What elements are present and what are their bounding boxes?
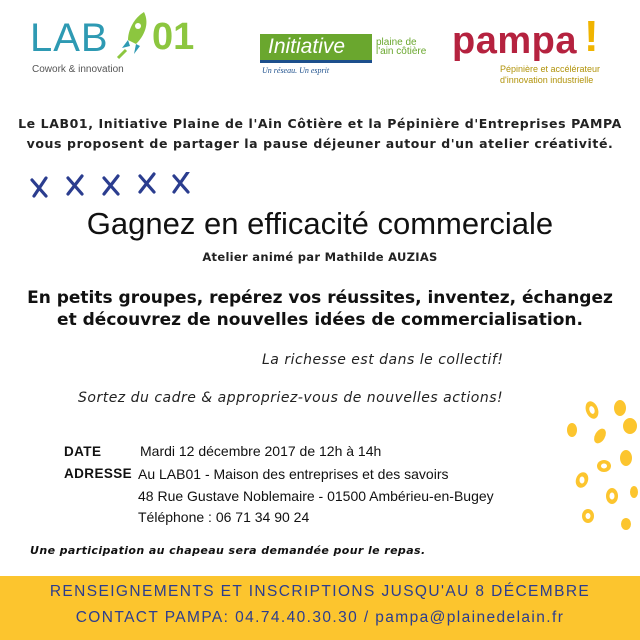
decorative-crosses	[28, 172, 198, 202]
cross-icon	[174, 172, 188, 192]
pampa-logo-mark: !	[584, 12, 599, 61]
initiative-logo-tagline: Un réseau. Un esprit	[262, 66, 330, 75]
cross-icon	[104, 176, 118, 194]
footer-email-link[interactable]: pampa@plainedelain.fr	[375, 609, 565, 626]
footer-contact	[0, 609, 640, 627]
cross-icon	[68, 176, 82, 194]
lab01-logo-number: 01	[152, 16, 195, 58]
rocket-icon	[114, 10, 154, 60]
date-value: Mardi 12 décembre 2017 de 12h à 14h	[140, 443, 382, 459]
pampa-tagline-line1: Pépinière et accélérateur	[500, 64, 601, 74]
footer-contact-label: CONTACT PAMPA:	[75, 609, 236, 626]
cross-icon	[32, 178, 46, 196]
lead-line-1: En petits groupes, repérez vos réussites, inventez, échangez	[27, 288, 613, 308]
lab01-logo	[22, 10, 202, 78]
address-line-2: 48 Rue Gustave Noblemaire - 01500 Ambérieu-en-Bugey	[138, 488, 494, 504]
phone-line: Téléphone : 06 71 34 90 24	[138, 509, 310, 525]
footer-phone[interactable]: 04.74.40.30.30	[235, 609, 359, 626]
quote-collectif: La richesse est dans le collectif!	[262, 352, 504, 368]
pampa-tagline-line2: d'innovation industrielle	[500, 75, 594, 85]
page-subtitle: Atelier animé par Mathilde AUZIAS	[202, 250, 438, 264]
initiative-logo	[240, 14, 430, 74]
lead-text	[0, 287, 640, 331]
lab01-logo-word: LAB	[30, 16, 109, 60]
address-label: ADRESSE	[64, 466, 133, 481]
pampa-logo-tagline	[500, 64, 600, 86]
pampa-logo	[452, 12, 622, 92]
lead-line-2: et découvrez de nouvelles idées de commercialisation.	[57, 310, 583, 330]
participation-note: Une participation au chapeau sera demandée pour le repas.	[30, 544, 426, 557]
initiative-logo-underline	[260, 60, 372, 63]
address-line-1: Au LAB01 - Maison des entreprises et des savoirs	[138, 466, 449, 482]
footer-separator: /	[358, 609, 376, 626]
initiative-logo-word: Initiative	[268, 35, 346, 58]
date-label: DATE	[64, 444, 102, 459]
pampa-logo-word: pampa	[452, 20, 577, 62]
page-title: Gagnez en efficacité commerciale	[86, 206, 554, 241]
footer-registration: RENSEIGNEMENTS ET INSCRIPTIONS JUSQU'AU 8 DÉCEMBRE	[49, 583, 591, 600]
decorative-dots	[560, 396, 640, 546]
lab01-logo-tagline: Cowork & innovation	[32, 64, 124, 75]
quote-cadre: Sortez du cadre & appropriez-vous de nouvelles actions!	[78, 390, 504, 406]
intro-text	[0, 114, 640, 154]
intro-line-1: Le LAB01, Initiative Plaine de l'Ain Côtière et la Pépinière d'Entreprises PAMPA	[18, 116, 622, 131]
initiative-logo-sub: plaine de l'ain côtière	[376, 37, 427, 57]
intro-line-2: vous proposent de partager la pause déjeuner autour d'un atelier créativité.	[26, 136, 614, 151]
cross-icon	[140, 174, 154, 192]
